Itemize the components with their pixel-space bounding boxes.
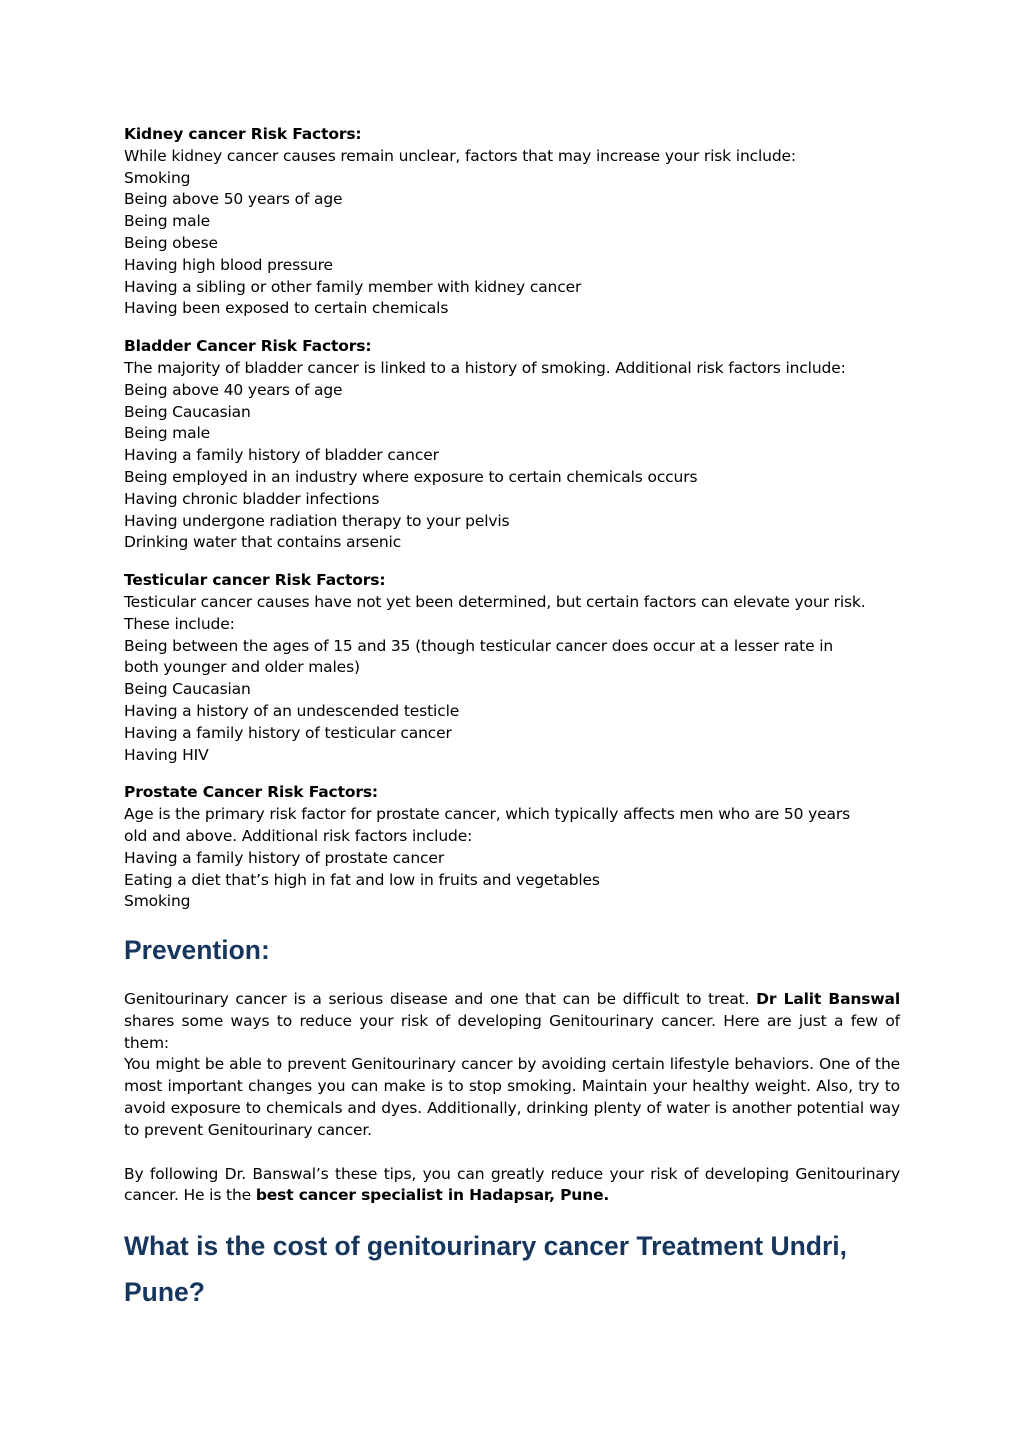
testicular-risk-heading: Testicular cancer Risk Factors: [124,571,386,590]
bladder-risk-heading: Bladder Cancer Risk Factors: [124,337,372,356]
prostate-risk-item: Having a family history of prostate cancer [124,848,445,867]
kidney-risk-item: Smoking [124,168,191,187]
prostate-risk-intro: Age is the primary risk factor for prostate cancer, which typically affects men who are 50 years [124,805,851,824]
cost-heading: What is the cost of genitourinary cancer Treatment Undri, Pune? [124,1231,847,1308]
testicular-risk-intro: These include: [124,614,235,633]
prostate-risk-section [124,782,900,913]
kidney-risk-intro: While kidney cancer causes remain unclear, factors that may increase your risk include: [124,146,796,165]
specialist-highlight: best cancer specialist in Hadapsar, Pune. [255,1186,610,1205]
prevention-p3-text: By following Dr. Banswal’s these tips, you can greatly reduce your risk of developing Genitourinary cancer. He is the [124,1164,900,1205]
prevention-paragraph-3 [124,1164,900,1208]
bladder-risk-item: Being Caucasian [124,402,251,421]
prevention-heading: Prevention: [124,935,270,966]
bladder-risk-section [124,336,900,554]
kidney-risk-item: Being obese [124,233,218,252]
doctor-name: Dr Lalit Banswal [756,990,901,1009]
testicular-risk-item: Having a history of an undescended testicle [124,701,460,720]
kidney-risk-heading: Kidney cancer Risk Factors: [124,125,362,143]
prostate-risk-intro: old and above. Additional risk factors include: [124,826,473,845]
bladder-risk-item: Having a family history of bladder cancer [124,446,439,465]
bladder-risk-item: Being employed in an industry where exposure to certain chemicals occurs [124,467,698,486]
kidney-risk-item: Being above 50 years of age [124,190,343,209]
testicular-risk-section [124,570,900,766]
kidney-risk-item: Having a sibling or other family member with kidney cancer [124,277,582,296]
testicular-risk-item: Being Caucasian [124,680,251,699]
kidney-risk-item: Having high blood pressure [124,255,333,274]
prevention-paragraph-2: You might be able to prevent Genitourinary cancer by avoiding certain lifestyle behaviors. One of the most important changes you can make is to stop smoking. Maintain your healthy weight. Also, try to avoid exposure to chemicals and dyes. Additionally, drinking plenty of water is another potential way to prevent Genitourinary cancer. [124,1055,900,1139]
bladder-risk-item: Being male [124,424,211,443]
prostate-risk-item: Eating a diet that’s high in fat and low in fruits and vegetables [124,870,600,889]
bladder-risk-item: Having chronic bladder infections [124,489,380,508]
bladder-risk-item: Drinking water that contains arsenic [124,533,402,552]
bladder-risk-intro: The majority of bladder cancer is linked to a history of smoking. Additional risk factors include: [124,358,846,377]
testicular-risk-item: both younger and older males) [124,658,360,677]
bladder-risk-item: Having undergone radiation therapy to your pelvis [124,511,510,530]
kidney-risk-item: Having been exposed to certain chemicals [124,299,449,318]
testicular-risk-intro: Testicular cancer causes have not yet been determined, but certain factors can elevate your risk. [124,592,866,611]
prostate-risk-heading: Prostate Cancer Risk Factors: [124,783,378,802]
document-page [124,124,900,1315]
kidney-risk-item: Being male [124,212,211,231]
bladder-risk-item: Being above 40 years of age [124,380,343,399]
testicular-risk-item: Having a family history of testicular cancer [124,723,452,742]
testicular-risk-item: Being between the ages of 15 and 35 (though testicular cancer does occur at a lesser rate in [124,636,834,655]
prevention-p1-text: shares some ways to reduce your risk of developing Genitourinary cancer. Here are just a few of them: [124,1011,900,1052]
testicular-risk-item: Having HIV [124,745,209,764]
prostate-risk-item: Smoking [124,892,191,911]
prevention-paragraph-1 [124,989,900,1054]
kidney-risk-section [124,124,900,320]
prevention-p1-text: Genitourinary cancer is a serious disease and one that can be difficult to treat. [124,990,750,1009]
